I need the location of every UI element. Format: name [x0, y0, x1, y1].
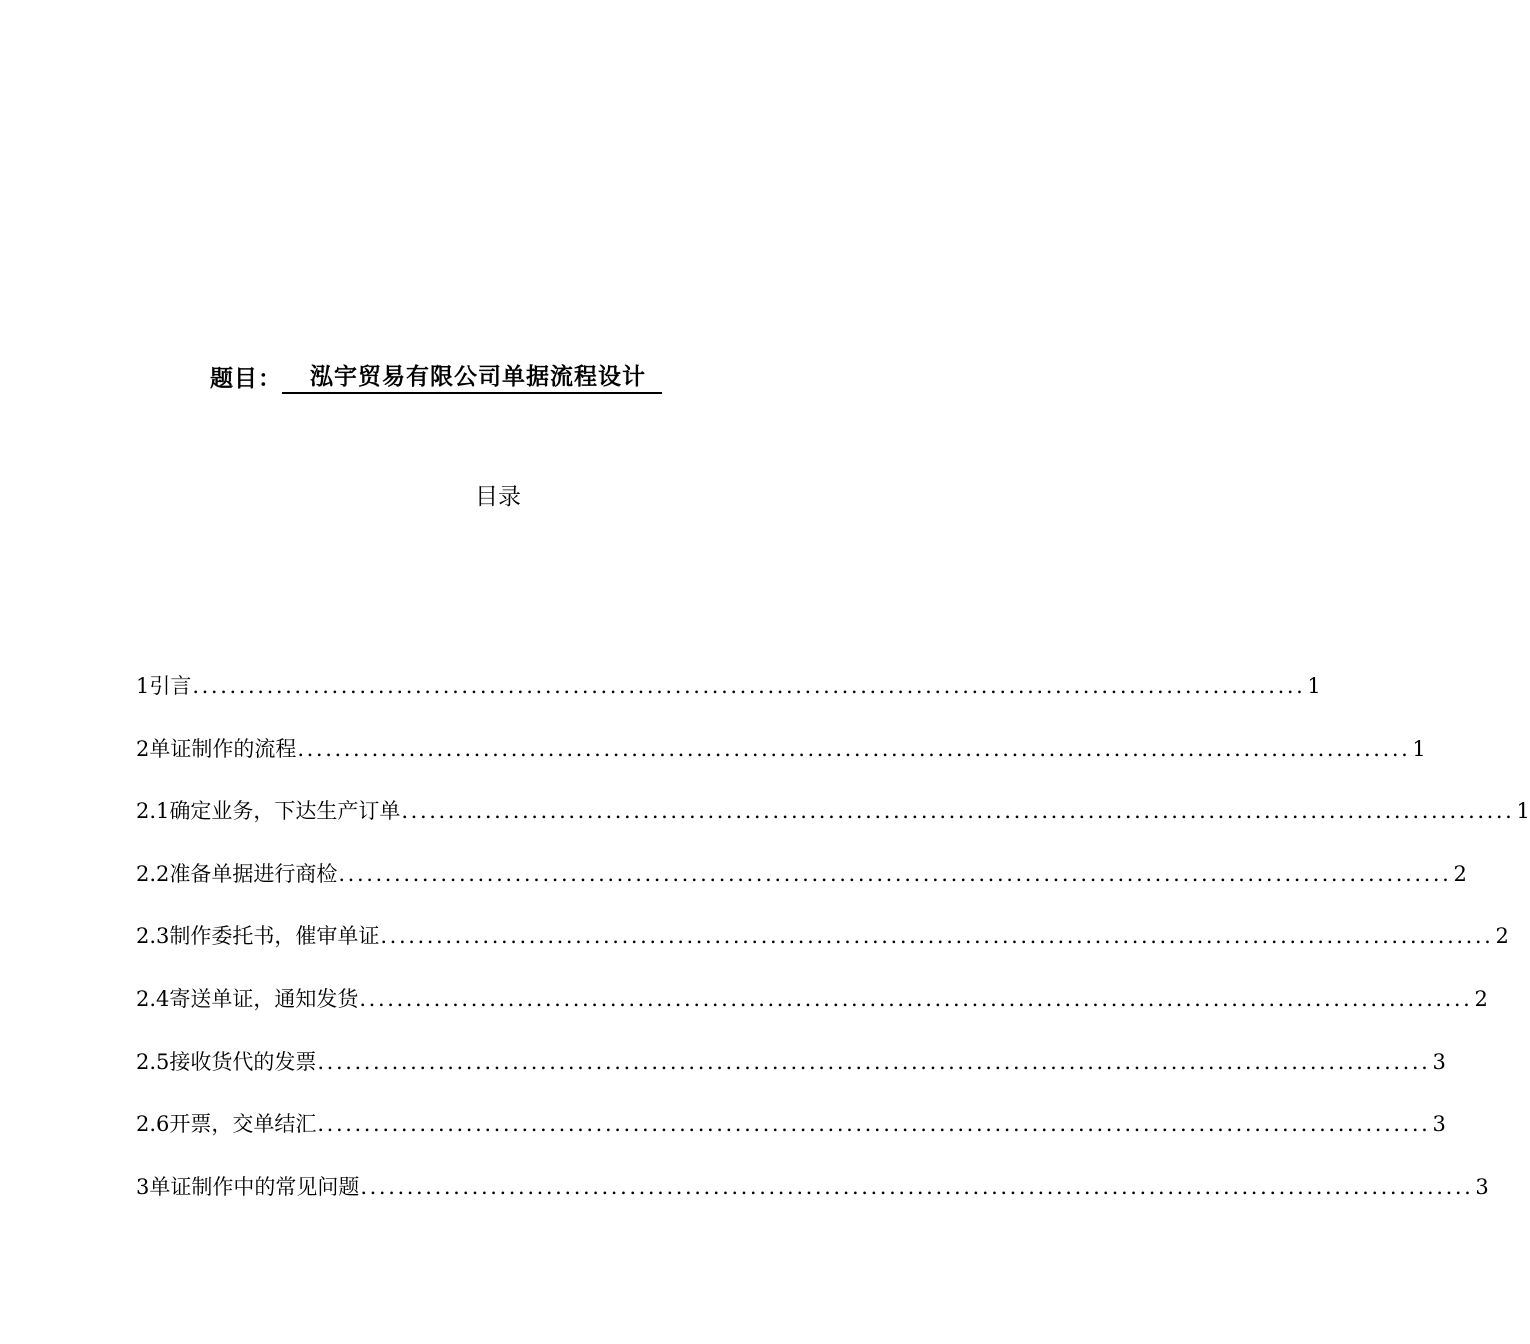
toc-entry[interactable]: [136, 1108, 1446, 1171]
table-of-contents: [136, 670, 1530, 1233]
toc-dot-leader: ........................................................................................................................: [401, 799, 1515, 824]
toc-entry[interactable]: [136, 920, 1509, 983]
toc-entry-page: 1: [1412, 736, 1426, 761]
toc-entry[interactable]: [136, 858, 1467, 921]
toc-entry[interactable]: [136, 670, 1321, 733]
toc-entry-page: 2: [1474, 986, 1488, 1011]
toc-entry[interactable]: [136, 1171, 1489, 1234]
toc-dot-leader: ........................................................................................................................: [192, 674, 1306, 698]
toc-entry-text: 2.1确定业务，下达生产订单: [136, 799, 401, 824]
toc-dot-leader: ........................................................................................................................: [317, 1112, 1431, 1137]
toc-entry-text: 2单证制作的流程: [136, 736, 297, 761]
toc-entry-text: 2.5接收货代的发票: [136, 1049, 317, 1074]
toc-entry-text: 2.3制作委托书，催审单证: [136, 924, 380, 949]
toc-entry-text: 1引言: [136, 674, 192, 698]
toc-dot-leader: ........................................................................................................................: [360, 1174, 1474, 1199]
toc-entry-page: 2: [1453, 861, 1467, 886]
toc-entry-page: 3: [1432, 1112, 1446, 1137]
toc-dot-leader: ........................................................................................................................: [317, 1049, 1431, 1074]
document-title: [210, 354, 662, 394]
toc-dot-leader: ........................................................................................................................: [359, 986, 1473, 1011]
toc-entry[interactable]: [136, 733, 1426, 796]
toc-entry-text: 2.2准备单据进行商检: [136, 861, 338, 886]
toc-entry-text: 3单证制作中的常见问题: [136, 1174, 360, 1199]
toc-entry-page: 1: [1516, 799, 1530, 824]
toc-dot-leader: ........................................................................................................................: [338, 861, 1452, 886]
toc-entry-page: 3: [1432, 1049, 1446, 1074]
toc-entry-page: 2: [1495, 924, 1509, 949]
title-label: 题目：: [210, 366, 282, 392]
toc-entry[interactable]: [136, 983, 1488, 1046]
toc-entry-page: 1: [1307, 674, 1321, 698]
toc-entry[interactable]: [136, 1046, 1446, 1109]
toc-dot-leader: ........................................................................................................................: [380, 924, 1494, 949]
title-value: 泓宇贸易有限公司单据流程设计: [282, 362, 662, 394]
toc-dot-leader: ........................................................................................................................: [297, 736, 1411, 761]
toc-heading: 目录: [475, 484, 521, 510]
toc-entry-text: 2.6开票，交单结汇: [136, 1112, 317, 1137]
toc-entry-page: 3: [1475, 1174, 1489, 1199]
toc-entry-text: 2.4寄送单证，通知发货: [136, 986, 359, 1011]
toc-entry[interactable]: [136, 795, 1530, 858]
